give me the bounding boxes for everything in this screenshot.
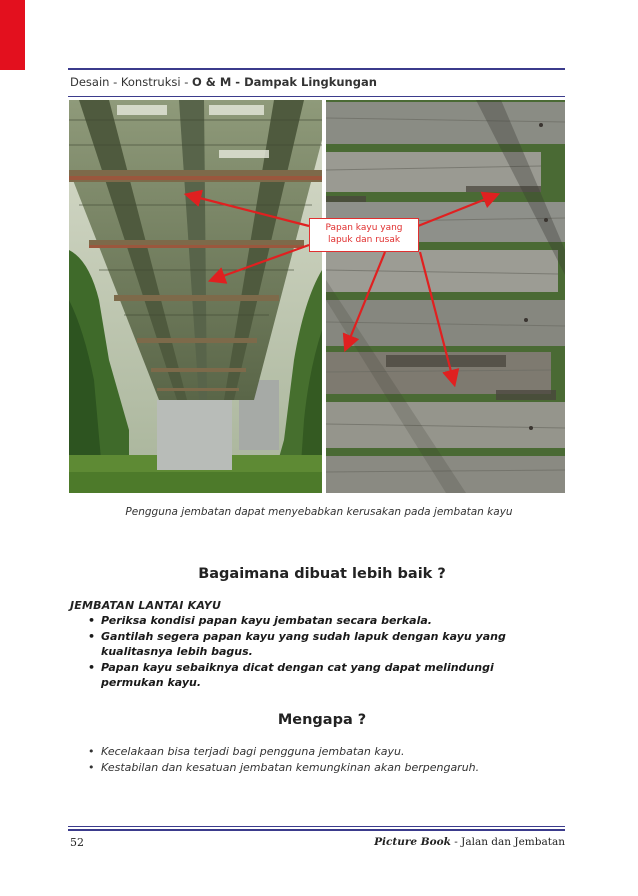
footer-rule-top [68,826,565,827]
subhead-wood-deck: JEMBATAN LANTAI KAYU [70,599,222,612]
callout-line-1: Papan kayu yang [325,223,403,233]
callout-line-2: lapuk dan rusak [327,235,401,245]
rotten-planks-photo [326,100,565,493]
footer-book-bold: Picture Book [374,836,451,848]
footer-book-title [374,836,565,848]
section-title-improve: Bagaimana dibuat lebih baik ? [198,566,446,582]
list-item: • Kecelakaan bisa terjadi bagi pengguna jembatan kayu. [88,744,558,760]
bridge-underside-photo [69,100,322,493]
list-item: • Kestabilan dan kesatuan jembatan kemungkinan akan berpengaruh. [88,760,558,776]
breadcrumb [70,75,377,89]
breadcrumb-plain: Desain - Konstruksi - [70,75,193,89]
footer-rule-bottom [68,829,565,831]
list-item: • Gantilah segera papan kayu yang sudah lapuk dengan kayu yang kualitasnya lebih bagus. [88,629,528,660]
breadcrumb-current: O & M - Dampak Lingkungan [192,75,377,89]
page-number: 52 [70,836,84,849]
callout-box [309,218,419,252]
list-item: • Papan kayu sebaiknya dicat dengan cat yang dapat melindungi permukan kayu. [88,660,528,691]
list-item: • Periksa kondisi papan kayu jembatan secara berkala. [88,613,528,629]
header-rule-top [68,68,565,70]
footer-book-rest: - Jalan dan Jembatan [450,836,565,848]
section-title-why: Mengapa ? [277,712,367,728]
improve-bullet-list [88,613,528,691]
figure-caption: Pengguna jembatan dapat menyebabkan kerusakan pada jembatan kayu [125,506,513,518]
why-bullet-list [88,744,558,775]
header-rule-bottom [68,96,565,97]
red-corner-tab [0,0,25,70]
